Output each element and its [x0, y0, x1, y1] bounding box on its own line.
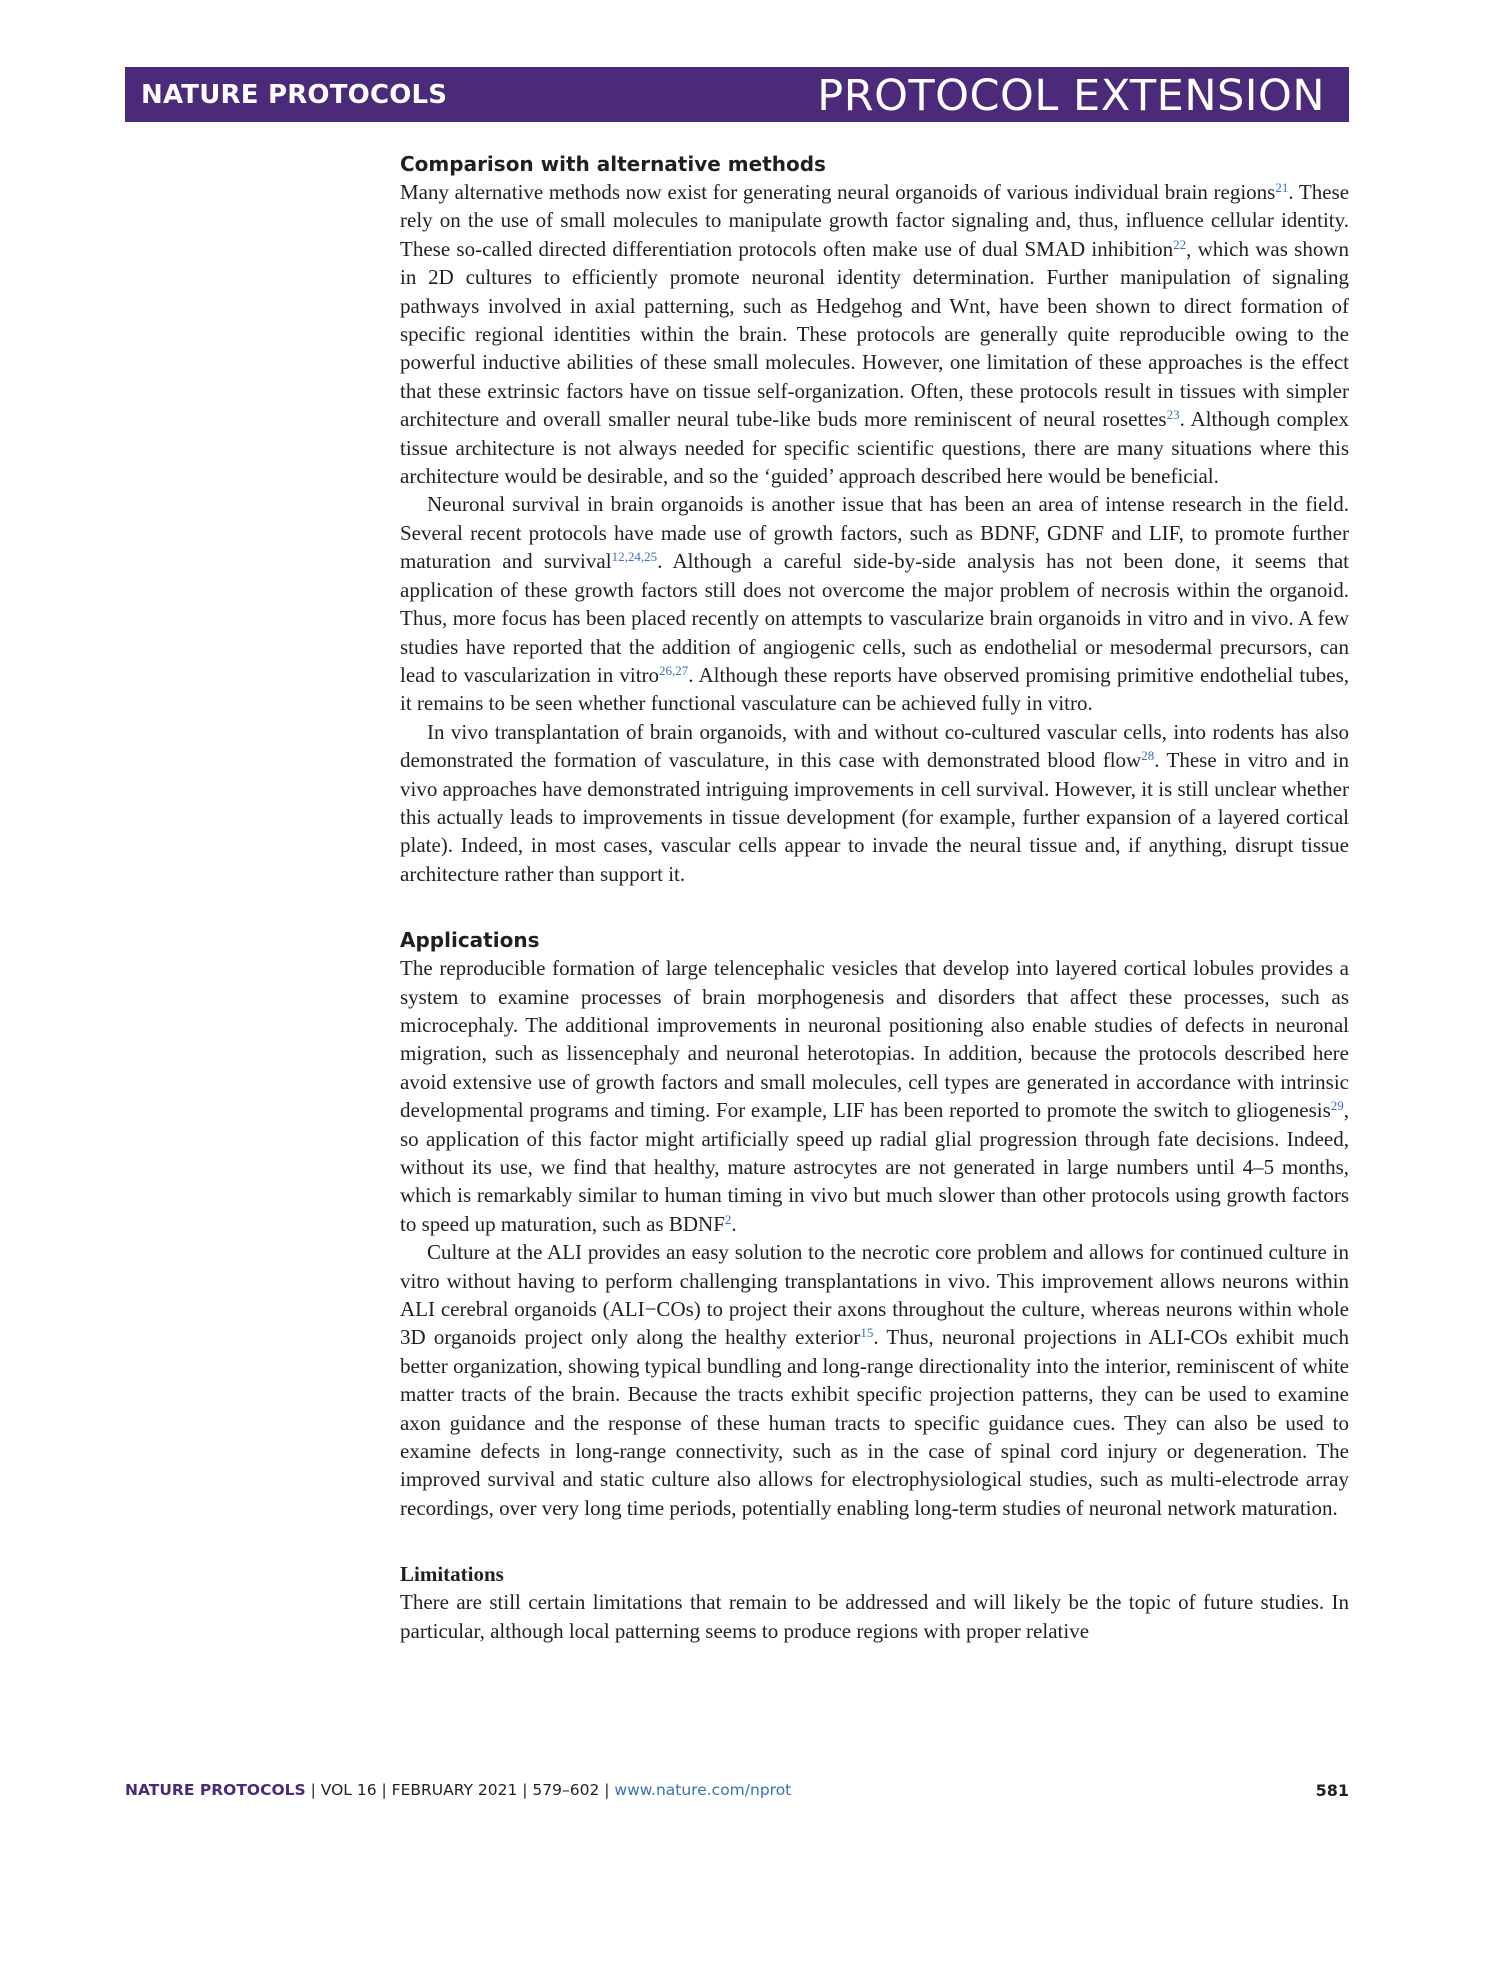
paragraph-text: . Although these reports have observed promising primitive endothelial tubes, it remains to be seen whether functional vasculature can be achieved fully in vitro. [400, 662, 1349, 716]
paragraph [400, 718, 1349, 888]
citation-link[interactable]: 12,24,25 [611, 549, 658, 565]
citation-link[interactable]: 28 [1141, 748, 1155, 764]
footer-separator: | [376, 1781, 392, 1799]
paragraph [400, 178, 1349, 490]
footer-date: FEBRUARY 2021 [391, 1781, 518, 1799]
journal-header-band [125, 67, 1349, 122]
section-spacer [400, 1522, 1349, 1560]
journal-name: NATURE PROTOCOLS [141, 80, 448, 110]
section-heading-limitations: Limitations [400, 1562, 504, 1587]
paragraph-text: . [731, 1211, 737, 1236]
citation-link[interactable]: 23 [1166, 407, 1180, 423]
page-number: 581 [1315, 1781, 1349, 1800]
paragraph-text: , so application of this factor might artificially speed up radial glial progression through fate decisions. Indeed, without its use, we find that healthy, mature astrocytes are not generated in large numbers until 4–5 months, which is remarkably similar to human timing in vivo but much slower than other protocols using growth factors to speed up maturation, such as BDNF [400, 1098, 1349, 1236]
paragraph [400, 954, 1349, 1238]
paragraph-text: In vivo transplantation of brain organoids, with and without co-cultured vascular cells, into rodents has also demonstrated the formation of vasculature, in this case with demonstrated blood flow [400, 719, 1349, 773]
footer-url-link[interactable]: www.nature.com/nprot [614, 1781, 792, 1799]
footer-volume: VOL 16 [320, 1781, 377, 1799]
citation-link[interactable]: 2 [724, 1211, 732, 1227]
paragraph: There are still certain limitations that remain to be addressed and will likely be the topic of future studies. In particular, although local patterning seems to produce regions with proper relative [400, 1590, 1349, 1643]
page-footer [125, 1781, 1349, 1811]
footer-separator: | [517, 1781, 533, 1799]
article-body [400, 150, 1349, 1645]
article-type: PROTOCOL EXTENSION [817, 71, 1325, 121]
paragraph-text: Neuronal survival in brain organoids is another issue that has been an area of intense research in the field. Several recent protocols have made use of growth factors, such as BDNF, GDNF and LIF, to promote further maturation and survival [400, 492, 1349, 574]
citation-link[interactable]: 21 [1275, 180, 1289, 195]
paragraph-text: . Although complex tissue architecture is not always needed for specific scientific questions, there are many situations where this architecture would be desirable, and so the ‘guided’ approach described here would be beneficial. [400, 407, 1349, 489]
paragraph-text: , which was shown in 2D cultures to efficiently promote neuronal identity determination. Further manipulation of signaling pathways involved in axial patterning, such as Hedgehog and Wnt, have been shown to direct formation of specific regional identities within the brain. These protocols are generally quite reproducible owing to the powerful inductive abilities of these small molecules. However, one limitation of these approaches is the effect that these extrinsic factors have on tissue self-organization. Often, these protocols result in tissues with simpler architecture and overall smaller neural tube-like buds more reminiscent of neural rosettes [400, 236, 1350, 432]
paragraph-text: Many alternative methods now exist for generating neural organoids of various individual brain regions [400, 180, 1276, 204]
footer-pages: 579–602 [532, 1781, 600, 1799]
paragraph [400, 1238, 1349, 1522]
paragraph-text: . Although a careful side-by-side analysis has not been done, it seems that application of these growth factors still does not overcome the major problem of necrosis within the organoid. Thus, more focus has been placed recently on attempts to vascularize brain organoids in vitro and in vivo. A few studies have reported that the addition of angiogenic cells, such as endothelial or mesodermal precursors, can lead to vascularization in vitro [400, 549, 1349, 687]
footer-separator: | [305, 1781, 321, 1799]
citation-link[interactable]: 15 [860, 1325, 874, 1341]
paragraph-text: The reproducible formation of large telencephalic vesicles that develop into layered cortical lobules provides a system to examine processes of brain morphogenesis and disorders that affect these processes, such as microcephaly. The additional improvements in neuronal positioning also enable studies of defects in neuronal migration, such as lissencephaly and neuronal heterotopias. In addition, because the protocols described here avoid extensive use of growth factors and small molecules, cell types are generated in accordance with intrinsic developmental programs and timing. For example, LIF has been reported to promote the switch to gliogenesis [400, 956, 1349, 1123]
paragraph [400, 490, 1349, 717]
section-heading-comparison: Comparison with alternative methods [400, 152, 826, 176]
paragraph-text: . These rely on the use of small molecules to manipulate growth factor signaling and, thus, influence cellular identity. These so-called directed differentiation protocols often make use of dual SMAD inhibition [400, 180, 1350, 261]
citation-link[interactable]: 26,27 [659, 662, 689, 678]
citation-link[interactable]: 29 [1330, 1098, 1344, 1114]
section-heading-applications: Applications [400, 928, 540, 953]
footer-journal-name: NATURE PROTOCOLS [125, 1781, 306, 1799]
citation-link[interactable]: 22 [1173, 236, 1187, 252]
paragraph-text: . These in vitro and in vivo approaches have demonstrated intriguing improvements in cell survival. However, it is still unclear whether this actually leads to improvements in tissue development (for example, further expansion of a layered cortical plate). Indeed, in most cases, vascular cells appear to invade the neural tissue and, if anything, disrupt tissue architecture rather than support it. [400, 748, 1349, 886]
footer-separator: | [599, 1781, 615, 1799]
paragraph-text: Culture at the ALI provides an easy solution to the necrotic core problem and allows for continued culture in vitro without having to perform challenging transplantations in vivo. This improvement allows neurons within ALI cerebral organoids (ALI−COs) to project their axons throughout the culture, whereas neurons within whole 3D organoids project only along the healthy exterior [400, 1240, 1349, 1350]
section-spacer [400, 888, 1349, 926]
paragraph-text: . Thus, neuronal projections in ALI-COs exhibit much better organization, showing typical bundling and long-range directionality into the interior, reminiscent of white matter tracts of the brain. Because the tracts exhibit specific projection patterns, they can be used to examine axon guidance and the response of these human tracts to specific guidance cues. They can also be used to examine defects in long-range connectivity, such as in the case of spinal cord injury or degeneration. The improved survival and static culture also allows for electrophysiological studies, such as multi-electrode array recordings, over very long time periods, potentially enabling long-term studies of neuronal network maturation. [400, 1325, 1349, 1520]
